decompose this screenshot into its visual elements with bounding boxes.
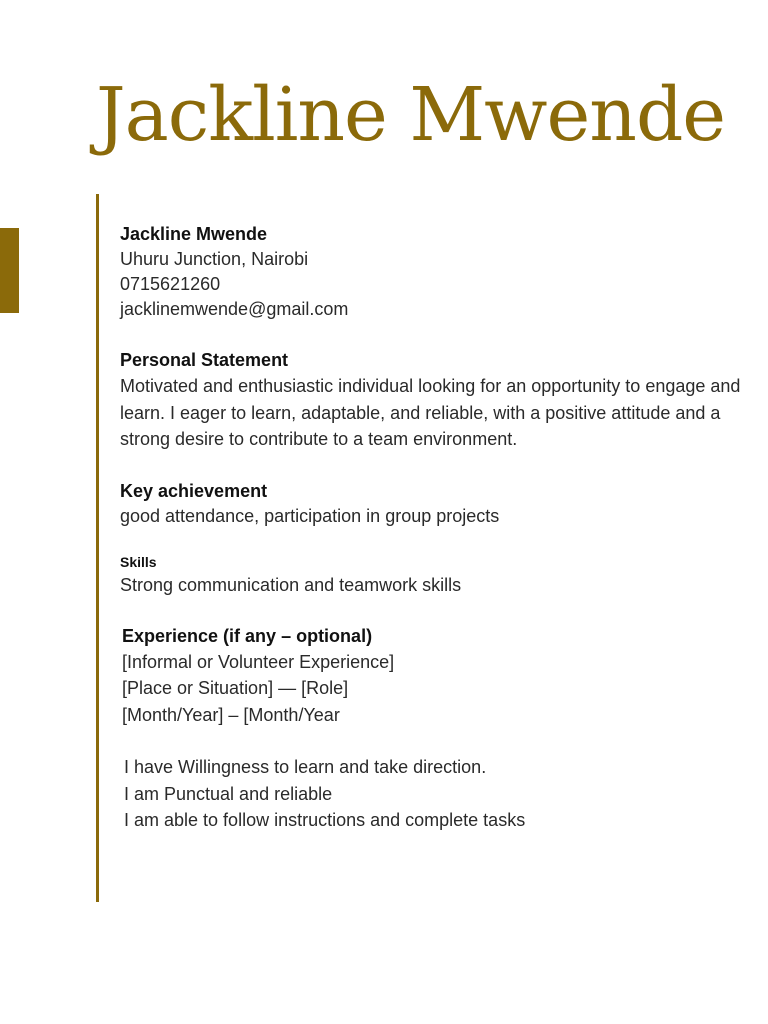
trait-item: I am able to follow instructions and complete tasks xyxy=(124,810,526,830)
experience-line: [Place or Situation] — [Role] xyxy=(122,678,349,698)
contact-address: Uhuru Junction, Nairobi xyxy=(120,249,309,269)
personal-statement-section xyxy=(120,348,750,453)
key-achievement-heading: Key achievement xyxy=(120,480,268,501)
skills-text: Strong communication and teamwork skills xyxy=(120,574,462,595)
experience-heading: Experience (if any – optional) xyxy=(122,625,373,646)
accent-vertical-rule xyxy=(96,194,99,902)
traits-section xyxy=(120,754,750,834)
accent-side-tab xyxy=(0,228,19,313)
resume-body xyxy=(120,222,750,834)
contact-phone: 0715621260 xyxy=(120,274,221,294)
personal-statement-text: Motivated and enthusiastic individual looking for an opportunity to engage and learn. I eager to learn, adaptable, and reliable, with a positive attitude and a strong desire to contribute to a team environment. xyxy=(120,376,741,449)
skills-section xyxy=(120,551,750,598)
experience-line: [Informal or Volunteer Experience] xyxy=(122,651,395,672)
contact-email: jacklinemwende@gmail.com xyxy=(120,299,349,319)
contact-name: Jackline Mwende xyxy=(120,224,268,244)
trait-item: I have Willingness to learn and take direction. xyxy=(124,757,487,777)
contact-section xyxy=(120,222,750,322)
trait-item: I am Punctual and reliable xyxy=(124,783,333,804)
resume-name-title: Jackline Mwende xyxy=(96,72,726,158)
experience-line: [Month/Year] – [Month/Year xyxy=(122,704,340,725)
experience-section xyxy=(120,624,750,729)
key-achievement-section xyxy=(120,479,750,529)
key-achievement-text: good attendance, participation in group projects xyxy=(120,505,500,526)
personal-statement-heading: Personal Statement xyxy=(120,350,289,370)
skills-heading: Skills xyxy=(120,553,157,570)
